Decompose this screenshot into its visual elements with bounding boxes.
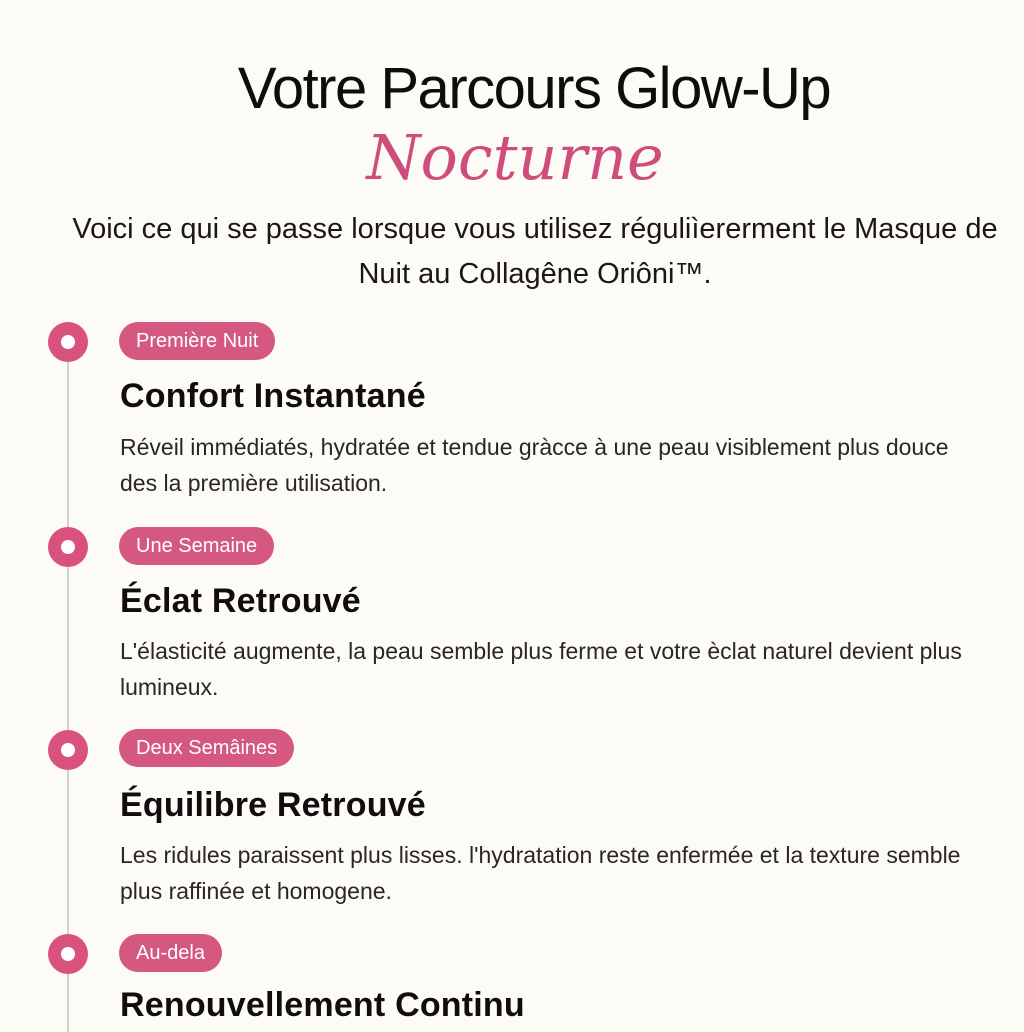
step-badge: Deux Semâines xyxy=(119,729,294,767)
page-subtitle: Nocturne xyxy=(366,121,664,194)
timeline-dot-icon xyxy=(48,527,88,567)
step-badge: Première Nuit xyxy=(119,322,275,360)
timeline-dot-icon xyxy=(48,730,88,770)
page-title: Votre Parcours Glow-Up xyxy=(237,56,831,121)
step-description: L'élasticité augmente, la peau semble plus ferme et votre èclat naturel devient plus lumineux. xyxy=(120,638,962,700)
step-description: Les ridules paraissent plus lisses. l'hydratation reste enfermée et la texture semble plus raffinée et homogene. xyxy=(120,842,961,904)
step-title: Confort Instantané xyxy=(120,377,426,415)
step-title: Équilibre Retrouvé xyxy=(120,786,426,824)
timeline-dot-icon xyxy=(48,322,88,362)
intro-text: Voici ce qui se passe lorsque vous utilisez réguliìererment le Masque de Nuit au Collagêne Oriôni™. xyxy=(72,213,998,290)
step-description: Réveil immédiatés, hydratée et tendue gràcce à une peau visiblement plus douce des la première utilisation. xyxy=(120,434,949,496)
timeline-dot-icon xyxy=(48,934,88,974)
step-badge: Au-dela xyxy=(119,934,222,972)
step-title: Éclat Retrouvé xyxy=(120,582,361,620)
step-badge: Une Semaine xyxy=(119,527,274,565)
timeline-line xyxy=(67,342,69,1032)
step-title: Renouvellement Continu xyxy=(120,986,525,1024)
